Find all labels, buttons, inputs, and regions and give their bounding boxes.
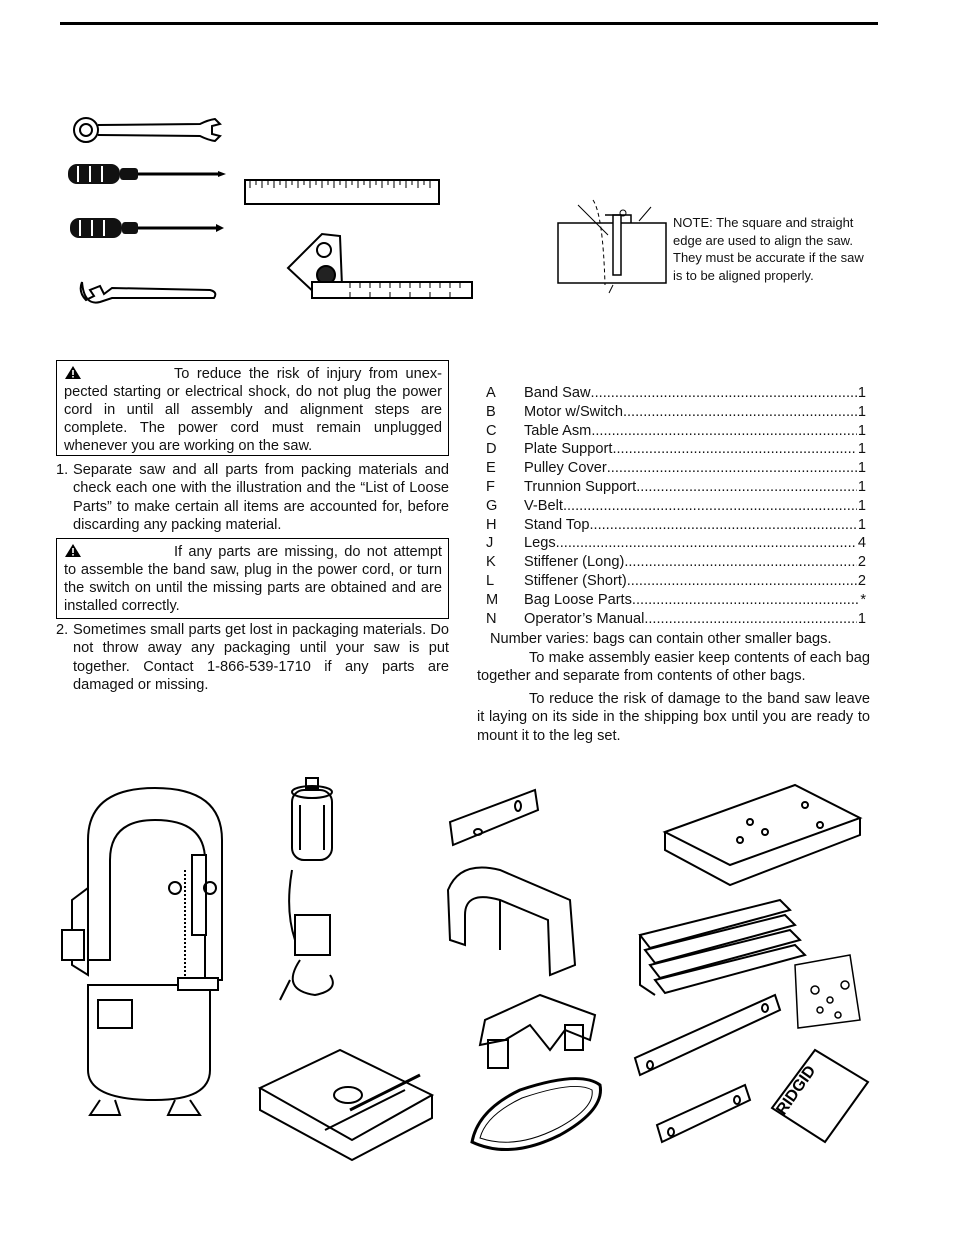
combination-square-icon xyxy=(288,234,472,298)
step-1 xyxy=(56,461,449,535)
top-rule xyxy=(60,22,878,25)
combination-wrench-icon xyxy=(74,118,220,142)
list-item: N Operator’s Manual ..... 1 xyxy=(486,610,866,629)
bag-loose-parts-icon xyxy=(795,955,860,1028)
manual-brand-text: RIDGID xyxy=(773,1062,820,1119)
warning-triangle-icon xyxy=(64,543,82,558)
list-item: L Stiffener (Short) ..... 2 xyxy=(486,572,866,591)
alignment-note: NOTE: The square and straight edge are used to align the saw. They must be accurate if the saw is to be aligned properly. xyxy=(673,215,864,283)
v-belt-icon xyxy=(472,1079,601,1150)
list-item: C Table Asm ..... 1 xyxy=(486,422,866,441)
warning-box-unplug xyxy=(56,360,449,456)
warning-triangle-icon xyxy=(64,365,82,380)
square-alignment-diagram xyxy=(553,195,668,295)
legs-icon xyxy=(640,900,805,995)
operators-manual-icon xyxy=(772,1050,868,1142)
flat-screwdriver-icon xyxy=(70,218,224,238)
step-number: 2. xyxy=(56,622,69,638)
band-saw-icon xyxy=(62,788,222,1115)
list-item: J Legs ..... 4 xyxy=(486,534,866,553)
plate-support-icon xyxy=(450,790,538,845)
adjustable-wrench-icon xyxy=(81,282,216,303)
step-2 xyxy=(56,621,449,695)
step-number: 1. xyxy=(56,462,69,478)
list-item: K Stiffener (Long) ..... 2 xyxy=(486,553,866,572)
parts-illustration xyxy=(60,770,880,1170)
table-assembly-icon xyxy=(260,1050,432,1160)
stand-top-icon xyxy=(665,785,860,885)
list-item: M Bag Loose Parts ..... * xyxy=(486,591,866,610)
motor-switch-icon xyxy=(280,778,333,1000)
list-item: A Band Saw ..... 1 xyxy=(486,384,866,403)
tip-text: To make assembly easier keep contents of each bag together and separate from contents of other bags. xyxy=(477,650,870,685)
phillips-screwdriver-icon xyxy=(68,164,226,184)
loose-parts-list xyxy=(486,384,866,628)
straight-edge-ruler-icon xyxy=(245,180,439,204)
trunnion-support-icon xyxy=(480,995,595,1068)
list-item: G V-Belt ..... 1 xyxy=(486,497,866,516)
list-item: E Pulley Cover ..... 1 xyxy=(486,459,866,478)
step-text: Separate saw and all parts from packing materials and check each one with the illustration and the “List of Loose Parts” to make certain all items are accounted for, before discarding any packing material. xyxy=(73,462,449,534)
list-item: D Plate Support ..... 1 xyxy=(486,440,866,459)
list-item: F Trunnion Support ..... 1 xyxy=(486,478,866,497)
stiffener-long-icon xyxy=(635,995,780,1075)
list-item: B Motor w/Switch ..... 1 xyxy=(486,403,866,422)
list-item: H Stand Top ..... 1 xyxy=(486,516,866,535)
caution-text: To reduce the risk of damage to the band saw leave it laying on its side in the shipping box until you are ready to mount it to the leg set. xyxy=(477,691,870,744)
tools-illustration xyxy=(60,110,490,310)
warning-box-missing-parts xyxy=(56,538,449,619)
pulley-cover-icon xyxy=(448,868,575,976)
step-text: Sometimes small parts get lost in packaging materials. Do not throw away any packaging until your saw is put together. Contact 1-866-539-1710 if any parts are damaged or missing. xyxy=(73,622,449,694)
footnote-text: Number varies: bags can contain other smaller bags. xyxy=(490,631,832,647)
stiffener-short-icon xyxy=(657,1085,750,1142)
warning-text-missing-parts: If any parts are missing, do not attempt to assemble the band saw, plug in the power cord, or turn the switch on until the missing parts are obtained and are installed correctly. xyxy=(64,544,442,614)
warning-text-unplug: To reduce the risk of injury from unex-pected starting or electrical shock, do not plug the power cord in until all assembly and alignment steps are complete. The power cord must remain unplugged whenever you are working on the saw. xyxy=(64,366,442,454)
